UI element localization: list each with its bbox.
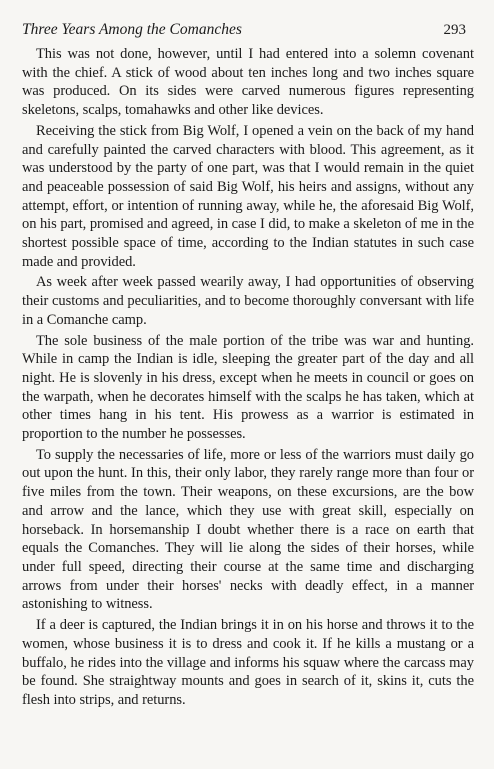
paragraph-deer: If a deer is captured, the Indian brings it in on his horse and throws it to the women, whose business it is to dress and cook it. If he kills a mustang or a buffalo, he rides into the village and informs his squaw where the carcass may be found. She straightway mounts and goes in search of it, skins it, cuts the flesh into strips, and returns. (22, 617, 474, 708)
paragraph-covenant: This was not done, however, until I had entered into a solemn covenant with the chief. A stick of wood about ten inches long and two inches square was produced. On its sides were carved numerous figures representing skeletons, scalps, tomahawks and other like devices. (22, 46, 474, 119)
running-head (22, 20, 474, 42)
body-text (22, 45, 474, 710)
running-title: Three Years Among the Comanches (22, 21, 242, 38)
paragraph-agreement: Receiving the stick from Big Wolf, I opened a vein on the back of my hand and carefully painted the carved characters with blood. This agreement, as it was understood by the party of one part, was that I would remain in the quiet and peaceable possession of said Big Wolf, his heirs and assigns, without any attempt, effort, or intention of running away, while he, the aforesaid Big Wolf, on his part, promised and agreed, in case I did, to make a skeleton of me in the shortest possible space of time, according to the Indian statutes in such case made and provided. (22, 122, 474, 270)
page-number: 293 (443, 22, 466, 38)
paragraph-customs: As week after week passed wearily away, I had opportunities of observing their customs and peculiarities, and to become thoroughly conversant with life in a Comanche camp. (22, 274, 474, 328)
paragraph-hunt: To supply the necessaries of life, more or less of the warriors must daily go out upon the hunt. In this, their only labor, they rarely range more than four or five miles from the town. Their weapons, on these excursions, are the bow and arrow and the lance, which they use with great skill, especially on horseback. In horsemanship I doubt whether there is a race on earth that equals the Comanches. They will lie along the sides of their horses, while under full speed, directing their course at the same time and discharging arrows from under their horses' necks with deadly effect, in a manner astonishing to witness. (22, 446, 474, 613)
paragraph-war-and-hunting: The sole business of the male portion of the tribe was war and hunting. While in camp the Indian is idle, sleeping the greater part of the day and all night. He is slovenly in his dress, except when he meets in council or goes on the warpath, when he decorates himself with the scalps he has taken, which at other times hang in his tent. His prowess as a warrior is estimated in proportion to the number he possesses. (22, 332, 474, 443)
